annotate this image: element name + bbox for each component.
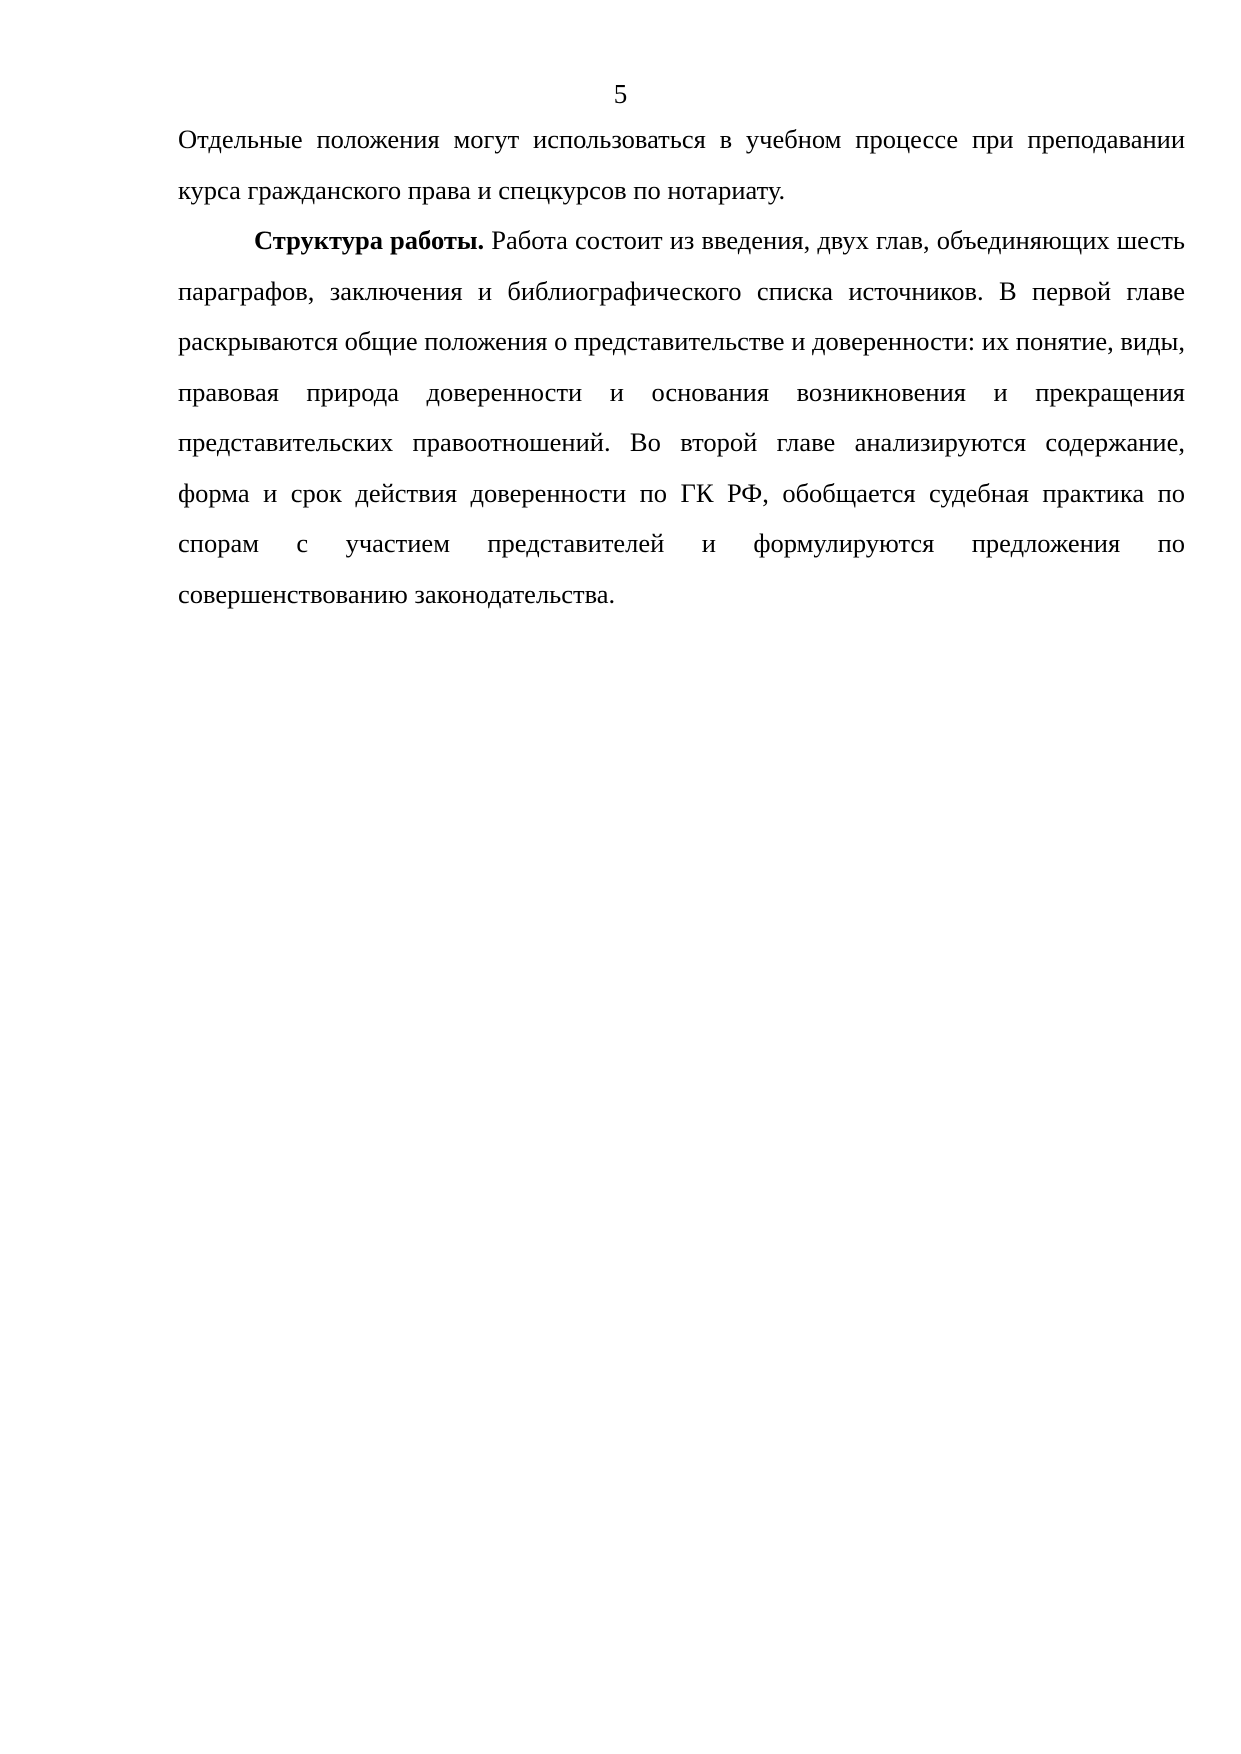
structure-heading: Структура работы. [254, 225, 485, 255]
paragraph-structure [178, 215, 1185, 619]
page-number: 5 [613, 79, 628, 109]
document-body [178, 114, 1185, 619]
structure-text: Работа состоит из введения, двух глав, объединяющих шесть параграфов, заключения и библиографического списка источников. В первой главе раскрываются общие положения о представительстве и доверенности: их понятие, виды, правовая природа доверенности и основания возникновения и прекращения представительских правоотношений. Во второй главе анализируются содержание, форма и срок действия доверенности по ГК РФ, обобщается судебная практика по спорам с участием представителей и формулируются предложения по совершенствованию законодательства. [178, 225, 1185, 609]
paragraph-application: Отдельные положения могут использоваться в учебном процессе при преподавании курса гражданского права и спецкурсов по нотариату. [178, 124, 1185, 205]
